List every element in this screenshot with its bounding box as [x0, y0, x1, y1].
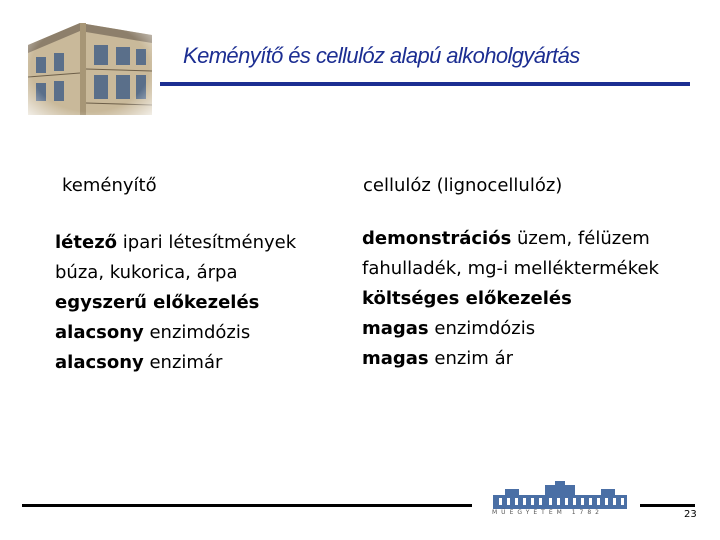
slide-title: Keményítő és cellulóz alapú alkoholgyártás: [183, 43, 580, 68]
right-column-list: [362, 224, 659, 374]
title-underline: [160, 82, 690, 86]
list-item: demonstrációs üzem, félüzem: [362, 228, 650, 249]
list-item: búza, kukorica, árpa: [55, 262, 238, 283]
footer-rule-left: [22, 504, 472, 507]
building-facade-photo: [20, 15, 160, 120]
right-column-heading: cellulóz (lignocellulóz): [363, 175, 563, 196]
list-item: költséges előkezelés: [362, 288, 572, 309]
list-item: magas enzimdózis: [362, 318, 536, 339]
left-column-list: [55, 228, 296, 378]
logo-caption: MŰEGYETEM 1782: [492, 509, 603, 516]
list-item: alacsony enzimár: [55, 352, 223, 373]
list-item: egyszerű előkezelés: [55, 292, 260, 313]
list-item: létező ipari létesítmények: [55, 232, 297, 253]
footer-rule-right: [640, 504, 695, 507]
left-column-heading: keményítő: [62, 175, 157, 196]
page-number: 23: [684, 509, 697, 520]
list-item: fahulladék, mg-i melléktermékek: [362, 258, 659, 279]
list-item: alacsony enzimdózis: [55, 322, 251, 343]
list-item: magas enzim ár: [362, 348, 513, 369]
